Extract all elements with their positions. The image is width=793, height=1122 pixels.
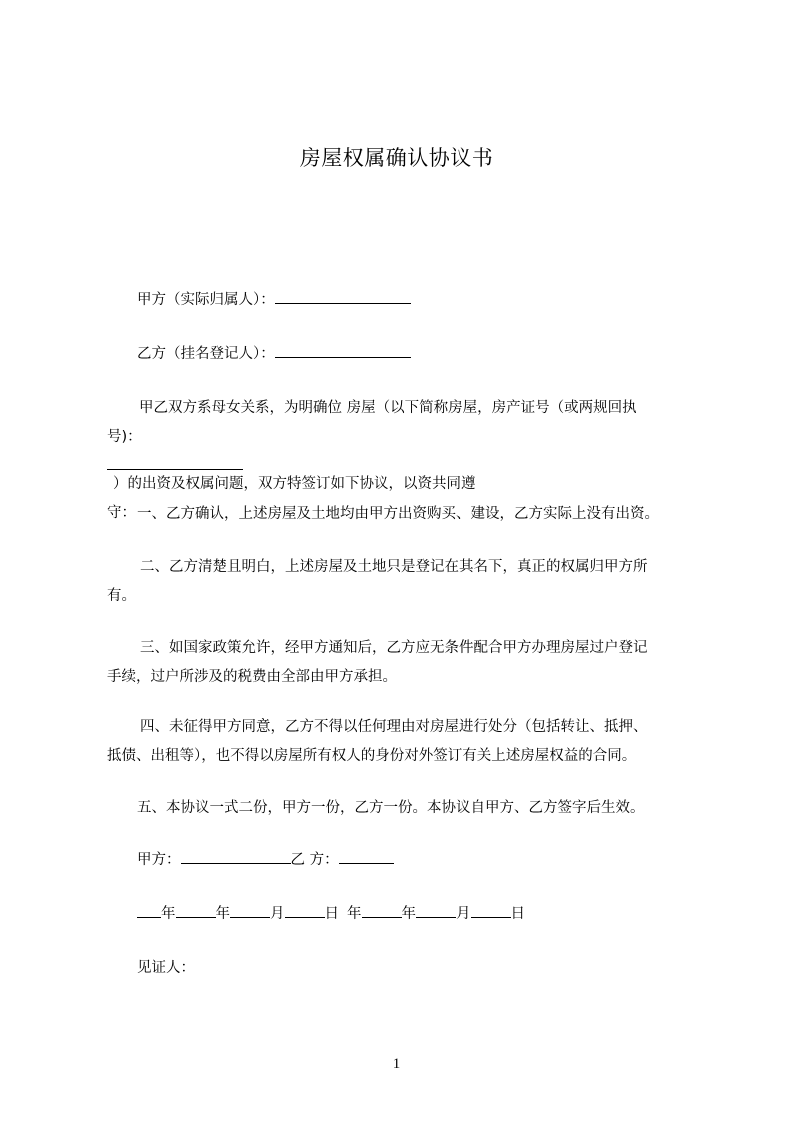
date-blank-4[interactable] <box>285 900 325 918</box>
date-month-2: 月 <box>456 906 471 922</box>
clause-4-line-2: 抵债、出租等），也不得以房屋所有权人的身份对外签订有关上述房屋权益的合同。 <box>107 748 637 764</box>
date-blank-1[interactable] <box>137 900 161 918</box>
date-blank-5[interactable] <box>362 900 402 918</box>
sign-a-label: 甲方： <box>137 852 181 868</box>
clause-3-line-2: 手续，过户所涉及的税费由全部由甲方承担。 <box>107 669 397 685</box>
intro-line-2 <box>95 423 705 499</box>
page-number: 1 <box>392 1056 401 1072</box>
date-blank-2[interactable] <box>176 900 216 918</box>
intro-line-2-suffix: ）的出资及权属问题，双方特签订如下协议，以资共同遵 <box>113 476 476 492</box>
sign-b-label: 乙 方： <box>290 852 339 868</box>
witness-label: 见证人： <box>137 960 195 976</box>
intro-line-2-prefix: 号)： <box>107 429 142 445</box>
clause-1: 一、乙方确认，上述房屋及土地均由甲方出资购买、建设，乙方实际上没有出资。 <box>137 506 659 522</box>
signature-line <box>137 846 752 875</box>
party-a-label: 甲方（实际归属人）： <box>137 292 275 308</box>
clause-4 <box>95 713 705 771</box>
party-a-blank[interactable] <box>275 286 411 304</box>
date-month-1: 月 <box>270 906 285 922</box>
party-a-line <box>137 286 752 315</box>
date-blank-3[interactable] <box>230 900 270 918</box>
date-blank-7[interactable] <box>471 900 511 918</box>
date-day-1: 日 <box>324 906 339 922</box>
clause-3 <box>95 634 705 692</box>
clause-2 <box>95 553 705 611</box>
sign-b-blank[interactable] <box>339 846 394 864</box>
date-line <box>137 900 752 929</box>
date-year-3: 年 <box>347 906 362 922</box>
intro-line-1: 甲乙双方系母女关系，为明确位 房屋（以下简称房屋，房产证号（或两规回执 <box>139 400 637 416</box>
date-year-4: 年 <box>401 906 416 922</box>
party-b-label: 乙方（挂名登记人）： <box>137 346 275 362</box>
witness-line <box>137 954 752 983</box>
party-b-blank[interactable] <box>275 340 411 358</box>
party-b-line <box>137 340 752 369</box>
date-year-2: 年 <box>215 906 230 922</box>
document-title: 房屋权属确认协议书 <box>299 146 494 170</box>
clause-3-line-1: 三、如国家政策允许，经甲方通知后，乙方应无条件配合甲方办理房屋过户登记 <box>140 640 648 656</box>
clause-4-line-1: 四、未征得甲方同意，乙方不得以任何理由对房屋进行处分（包括转让、抵押、 <box>140 719 648 735</box>
certificate-number-blank[interactable] <box>107 452 243 470</box>
clause-2-line-1: 二、乙方清楚且明白，上述房屋及土地只是登记在其名下，真正的权属归甲方所 <box>140 559 648 575</box>
sign-a-blank[interactable] <box>181 846 291 864</box>
date-year-1: 年 <box>161 906 176 922</box>
date-day-2: 日 <box>510 906 525 922</box>
intro-line-3: 守： <box>107 505 136 521</box>
clause-2-line-2: 有。 <box>107 588 136 604</box>
clause-5: 五、本协议一式二份，甲方一份，乙方一份。本协议自甲方、乙方签字后生效。 <box>137 800 645 816</box>
date-blank-6[interactable] <box>416 900 456 918</box>
